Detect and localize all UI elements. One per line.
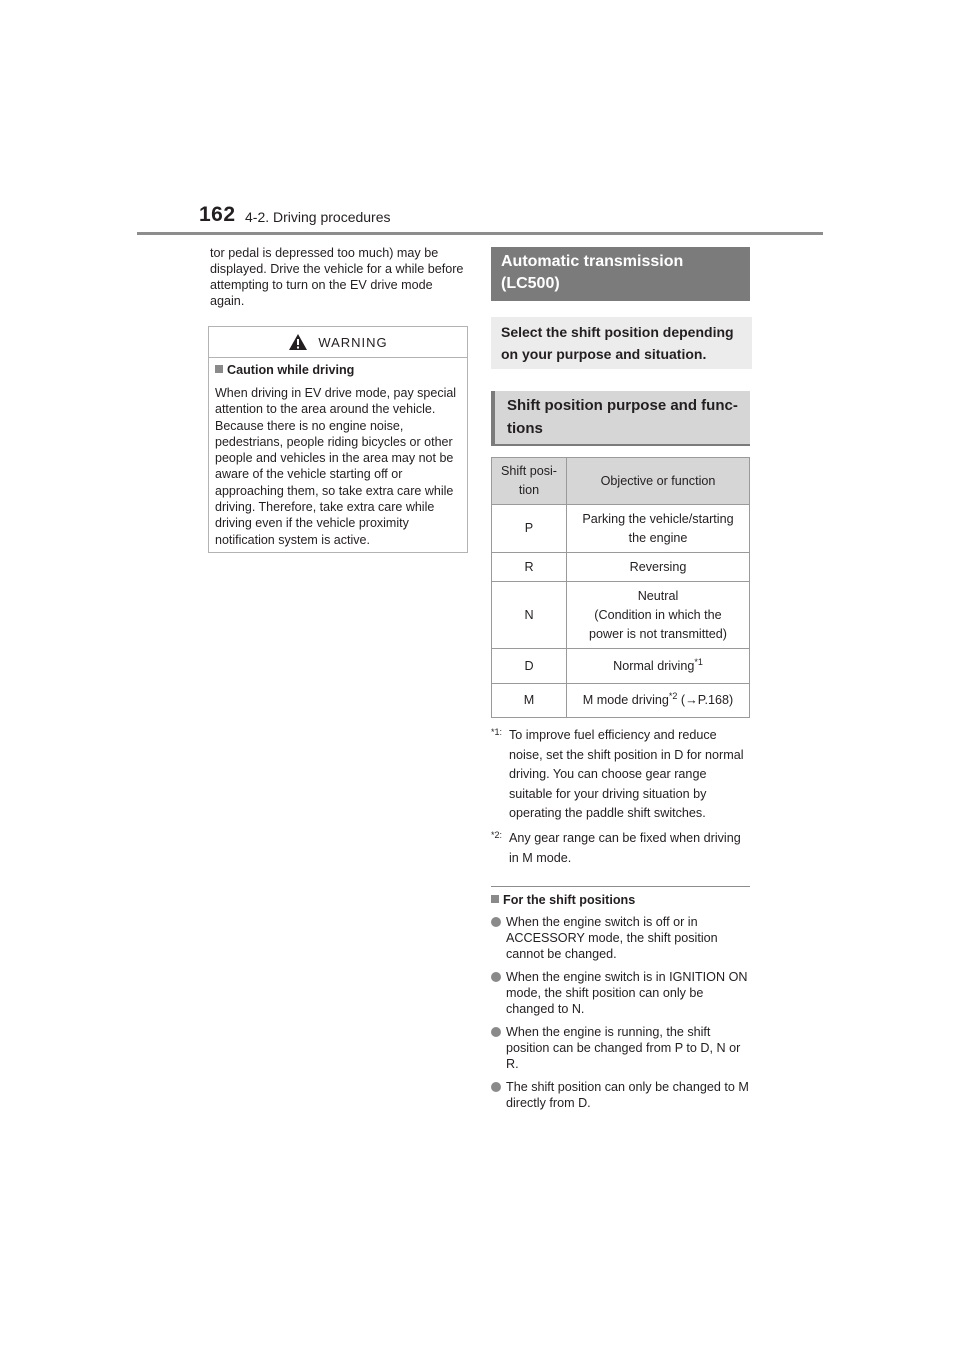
table-header-row [492,458,750,505]
subsection-title: Shift position purpose and func- tions [491,391,750,446]
footnote: *2: Any gear range can be fixed when driving in M mode. [491,830,741,865]
table-row [492,649,750,684]
info-heading: For the shift positions [491,893,635,907]
table-header-function: Objective or function [567,458,750,505]
list-item: The shift position can only be changed to M directly from D. [491,1079,753,1111]
info-divider [491,886,750,887]
bullet-icon [491,972,501,982]
table-cell-function: Parking the vehicle/starting the engine [567,505,750,553]
warning-box [208,326,468,553]
table-cell-position: P [492,505,567,553]
table-cell-position: N [492,582,567,649]
bullet-icon [491,1082,501,1092]
table-cell-position: D [492,649,567,684]
square-bullet-icon [215,365,223,373]
warning-body: When driving in EV drive mode, pay special attention to the area around the vehicle. Because there is no engine noise, pedestrians, people riding bicycles or other people and vehicles in the area may not be aware of the vehicle starting off or approaching them, so take extra care while driving. Therefore, take extra care while driving even if the vehicle proximity notification system is active. [215,386,457,547]
table-cell-function: M mode driving$^{*2}$ (→P.168) [567,684,750,718]
list-item: When the engine is running, the shift position can be changed from P to D, N or R. [491,1024,753,1072]
table-row [492,505,750,553]
table-cell-function: Neutral (Condition in which the power is not transmitted) [567,582,750,649]
table-row [492,684,750,718]
list-item: When the engine switch is off or in ACCESSORY mode, the shift position cannot be changed. [491,914,753,962]
section-title: 4-2. Driving procedures [245,209,391,225]
warning-subheading: Caution while driving [215,363,354,377]
warning-header [209,327,467,358]
page-reference-link[interactable]: (→P.168) [677,693,734,707]
intro-paragraph: tor pedal is depressed too much) may be displayed. Drive the vehicle for a while before attempting to turn on the EV drive mode again. [210,246,464,308]
page-number: 162 [199,203,236,226]
warning-title: WARNING [318,334,388,350]
square-bullet-icon [491,895,499,903]
table-row [492,582,750,649]
table-cell-position: R [492,553,567,582]
warning-triangle-icon [288,333,308,351]
table-header-position: Shift posi- tion [492,458,567,505]
table-cell-function: Reversing [567,553,750,582]
bullet-icon [491,1027,501,1037]
list-item: When the engine switch is in IGNITION ON mode, the shift position can only be changed to N. [491,969,753,1017]
header-rule [137,232,823,235]
table-cell-position: M [492,684,567,718]
table-row [492,553,750,582]
shift-position-table [491,457,750,718]
bullet-icon [491,917,501,927]
section-intro: Select the shift position depending on your purpose and situation. [491,317,752,369]
section-title-bar: Automatic transmission (LC500) [491,247,750,301]
table-cell-function: Normal driving$^{*1}$ [567,649,750,684]
footnote: *1: To improve fuel efficiency and reduce noise, set the shift position in D for normal driving. You can choose gear range suitable for your driving situation by operating the paddle shift switches. [491,727,744,820]
